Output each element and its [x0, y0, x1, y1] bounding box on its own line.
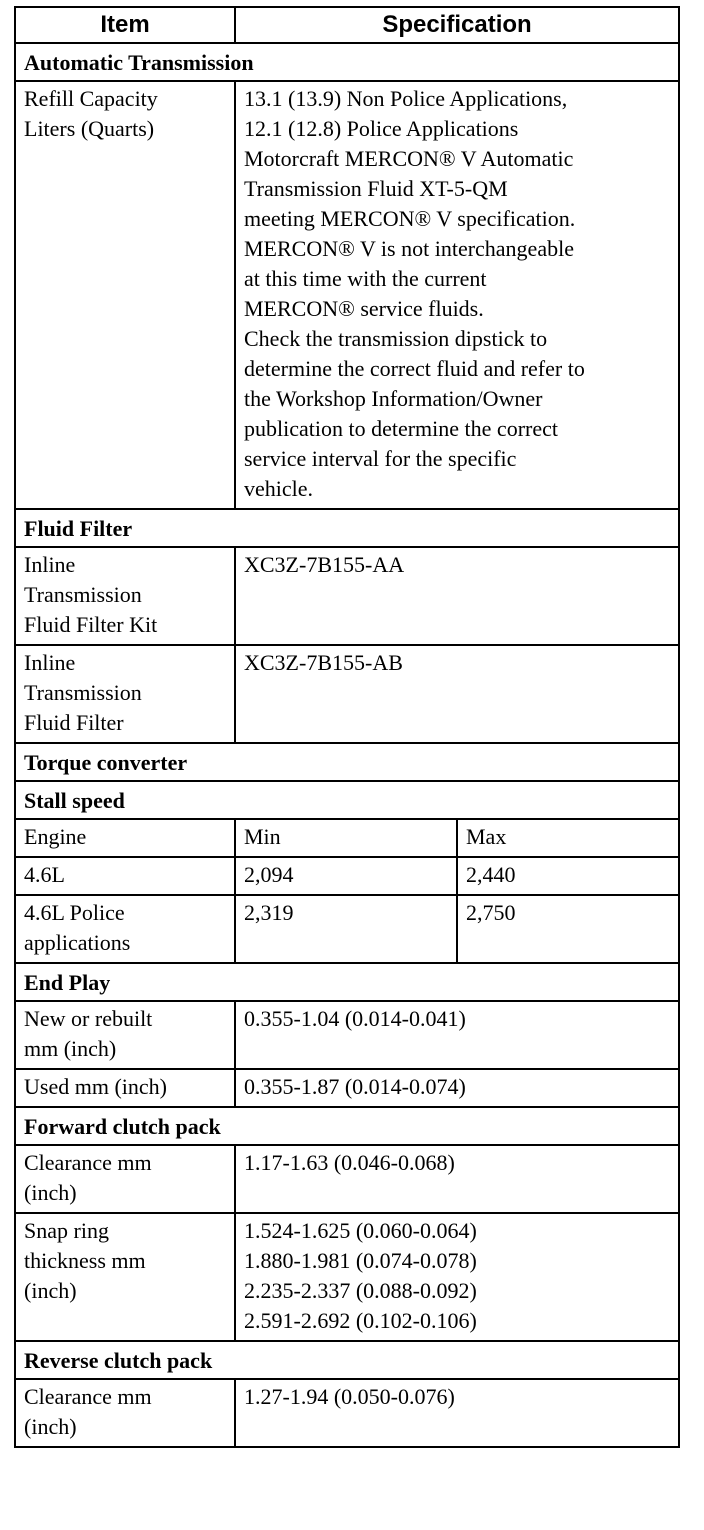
section-row [15, 743, 679, 781]
snap-ring-label: Snap ring thickness mm (inch) [15, 1213, 235, 1341]
snap-ring-values: 1.524-1.625 (0.060-0.064) 1.880-1.981 (0.074-0.078) 2.235-2.337 (0.088-0.092) 2.591-2.692 (0.102-0.106) [235, 1213, 679, 1341]
column-max: Max [457, 819, 679, 857]
table-row [15, 1069, 679, 1107]
filter-kit-label: Inline Transmission Fluid Filter Kit [15, 547, 235, 645]
max-cell: 2,440 [457, 857, 679, 895]
column-engine: Engine [15, 819, 235, 857]
min-cell: 2,319 [235, 895, 457, 963]
column-min: Min [235, 819, 457, 857]
table-row [15, 819, 679, 857]
section-row [15, 781, 679, 819]
end-play-new-value: 0.355-1.04 (0.014-0.041) [235, 1001, 679, 1069]
forward-clearance-value: 1.17-1.63 (0.046-0.068) [235, 1145, 679, 1213]
forward-clearance-label: Clearance mm (inch) [15, 1145, 235, 1213]
section-automatic-transmission: Automatic Transmission [15, 43, 679, 81]
min-cell: 2,094 [235, 857, 457, 895]
max-cell: 2,750 [457, 895, 679, 963]
section-forward-clutch: Forward clutch pack [15, 1107, 679, 1145]
reverse-clearance-value: 1.27-1.94 (0.050-0.076) [235, 1379, 679, 1447]
end-play-new-label: New or rebuilt mm (inch) [15, 1001, 235, 1069]
engine-cell: 4.6L [15, 857, 235, 895]
table-row [15, 81, 679, 509]
table-row [15, 645, 679, 743]
table-row [15, 895, 679, 963]
section-stall-speed: Stall speed [15, 781, 679, 819]
header-row [15, 7, 679, 43]
engine-cell: 4.6L Police applications [15, 895, 235, 963]
section-fluid-filter: Fluid Filter [15, 509, 679, 547]
table-row [15, 857, 679, 895]
section-row [15, 1107, 679, 1145]
filter-value: XC3Z-7B155-AB [235, 645, 679, 743]
table-row [15, 1001, 679, 1069]
section-reverse-clutch: Reverse clutch pack [15, 1341, 679, 1379]
header-specification: Specification [235, 7, 679, 43]
section-torque-converter: Torque converter [15, 743, 679, 781]
end-play-used-label: Used mm (inch) [15, 1069, 235, 1107]
table-row [15, 1213, 679, 1341]
filter-kit-value: XC3Z-7B155-AA [235, 547, 679, 645]
section-row [15, 963, 679, 1001]
table-row [15, 1145, 679, 1213]
table-row [15, 1379, 679, 1447]
header-item: Item [15, 7, 235, 43]
table-row [15, 547, 679, 645]
filter-label: Inline Transmission Fluid Filter [15, 645, 235, 743]
reverse-clearance-label: Clearance mm (inch) [15, 1379, 235, 1447]
end-play-used-value: 0.355-1.87 (0.014-0.074) [235, 1069, 679, 1107]
specification-table [14, 6, 680, 1448]
section-end-play: End Play [15, 963, 679, 1001]
refill-capacity-label: Refill Capacity Liters (Quarts) [15, 81, 235, 509]
section-row [15, 43, 679, 81]
section-row [15, 509, 679, 547]
section-row [15, 1341, 679, 1379]
refill-capacity-value: 13.1 (13.9) Non Police Applications, 12.1 (12.8) Police Applications Motorcraft MERCON® V Automatic Transmission Fluid XT-5-QM meeting MERCON® V specification. MERCON® V is not interchangeable at this time with the current MERCON® service fluids. Check the transmission dipstick to determine the correct fluid and refer to the Workshop Information/Owner publication to determine the correct service interval for the specific vehicle. [235, 81, 679, 509]
